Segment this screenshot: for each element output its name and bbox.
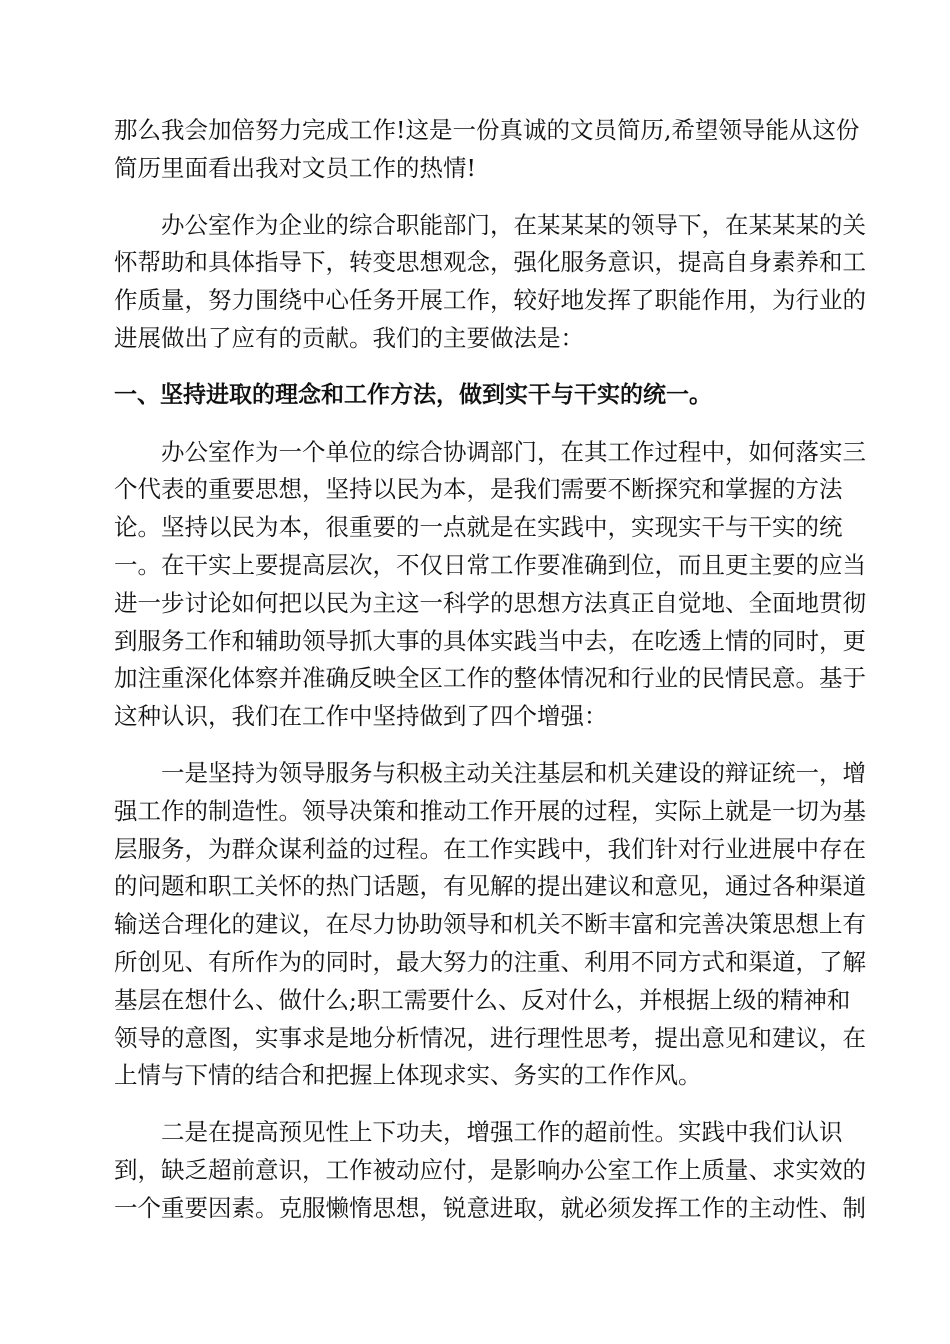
text-line: 进展做出了应有的贡献。我们的主要做法是： — [114, 323, 584, 352]
text-line: 怀帮助和具体指导下，转变思想观念，强化服务意识，提高自身素养和工 — [114, 248, 866, 277]
text-line: 一个重要因素。克服懒惰思想，锐意进取，就必须发挥工作的主动性、制 — [114, 1193, 866, 1222]
text-line: 简历里面看出我对文员工作的热情! — [114, 153, 476, 182]
text-line: 所创见、有所作为的同时，最大努力的注重、利用不同方式和渠道，了解 — [114, 947, 866, 976]
text-line: 到，缺乏超前意识，工作被动应付，是影响办公室工作上质量、求实效的 — [114, 1155, 866, 1184]
paragraph-intro — [114, 112, 860, 188]
document-body — [114, 112, 866, 1247]
text-line: 个代表的重要思想，坚持以民为本，是我们需要不断探究和掌握的方法 — [114, 475, 843, 504]
text-line: 强工作的制造性。领导决策和推动工作开展的过程，实际上就是一切为基 — [114, 796, 866, 825]
text-line: 输送合理化的建议，在尽力协助领导和机关不断丰富和完善决策思想上有 — [114, 910, 866, 939]
section-heading: 一、坚持进取的理念和工作方法，做到实干与干实的统一。 — [114, 381, 712, 408]
text-line: 一。在干实上要提高层次，不仅日常工作要准确到位，而且更主要的应当 — [114, 550, 866, 579]
paragraph-office-role — [114, 207, 866, 358]
paragraph-people-oriented — [114, 434, 866, 736]
text-line: 办公室作为一个单位的综合协调部门，在其工作过程中，如何落实三 — [161, 437, 866, 466]
paragraph-point-one — [114, 755, 866, 1095]
text-line: 论。坚持以民为本，很重要的一点就是在实践中，实现实干与干实的统 — [114, 513, 843, 542]
text-line: 二是在提高预见性上下功夫，增强工作的超前性。实践中我们认识 — [161, 1118, 843, 1147]
text-line: 基层在想什么、做什么;职工需要什么、反对什么，并根据上级的精神和 — [114, 985, 851, 1014]
text-line: 这种认识，我们在工作中坚持做到了四个增强： — [114, 702, 608, 731]
text-line: 作质量，努力围绕中心任务开展工作，较好地发挥了职能作用，为行业的 — [114, 286, 866, 315]
text-line: 到服务工作和辅助领导抓大事的具体实践当中去，在吃透上情的同时，更 — [114, 626, 866, 655]
text-line: 一是坚持为领导服务与积极主动关注基层和机关建设的辩证统一，增 — [161, 758, 866, 787]
paragraph-point-two — [114, 1114, 866, 1227]
text-line: 办公室作为企业的综合职能部门，在某某某的领导下，在某某某的关 — [161, 210, 866, 239]
text-line: 领导的意图，实事求是地分析情况，进行理性思考，提出意见和建议，在 — [114, 1023, 866, 1052]
text-line: 那么我会加倍努力完成工作!这是一份真诚的文员简历,希望领导能从这份 — [114, 116, 860, 144]
text-line: 加注重深化体察并准确反映全区工作的整体情况和行业的民情民意。基于 — [114, 664, 866, 693]
text-line: 层服务，为群众谋利益的过程。在工作实践中，我们针对行业进展中存在 — [114, 834, 866, 863]
text-line: 的问题和职工关怀的热门话题，有见解的提出建议和意见，通过各种渠道 — [114, 872, 866, 901]
text-line: 进一步讨论如何把以民为主这一科学的思想方法真正自觉地、全面地贯彻 — [114, 588, 866, 617]
text-line: 上情与下情的结合和把握上体现求实、务实的工作作风。 — [114, 1061, 702, 1090]
